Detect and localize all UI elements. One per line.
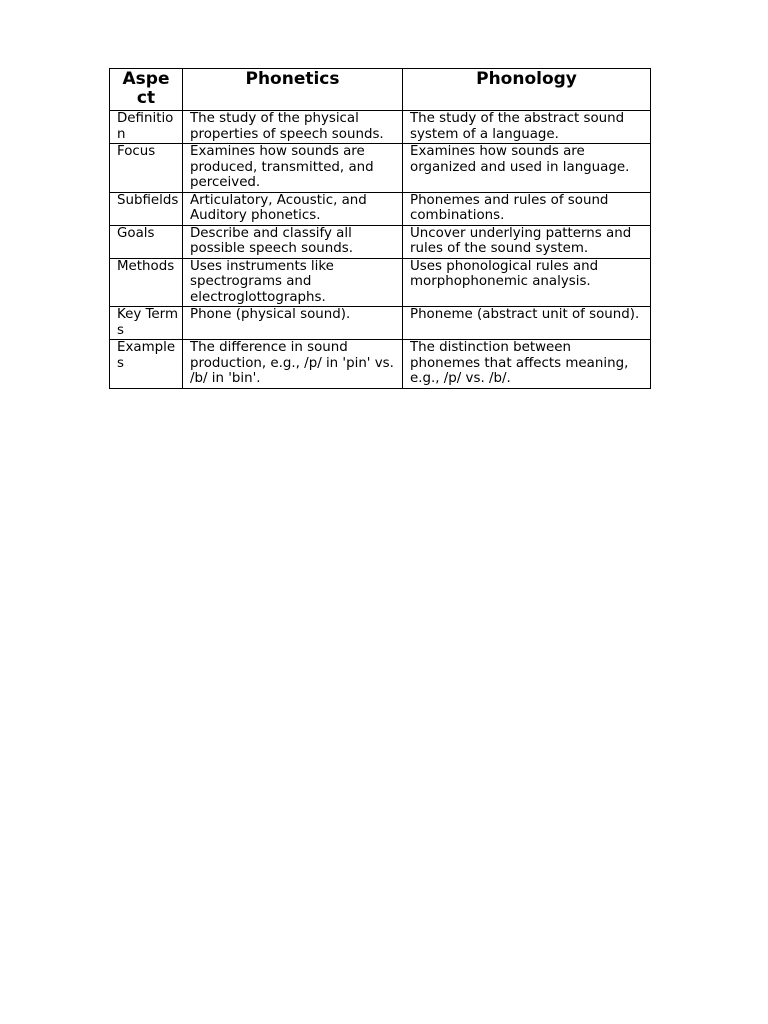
- header-phonetics: Phonetics: [183, 69, 403, 111]
- phonology-cell: The distinction between phonemes that affects meaning, e.g., /p/ vs. /b/.: [403, 340, 651, 389]
- phonology-cell: Phonemes and rules of sound combinations.: [403, 192, 651, 225]
- phonetics-cell: Uses instruments like spectrograms and electroglottographs.: [183, 258, 403, 307]
- aspect-cell: Examples: [110, 340, 183, 389]
- phonology-cell: Uncover underlying patterns and rules of the sound system.: [403, 225, 651, 258]
- table-row: [110, 111, 651, 144]
- aspect-cell: Methods: [110, 258, 183, 307]
- aspect-cell: Goals: [110, 225, 183, 258]
- phonetics-cell: Describe and classify all possible speech sounds.: [183, 225, 403, 258]
- phonology-cell: Examines how sounds are organized and used in language.: [403, 144, 651, 193]
- table-row: [110, 225, 651, 258]
- table-row: [110, 340, 651, 389]
- phonetics-cell: Articulatory, Acoustic, and Auditory phonetics.: [183, 192, 403, 225]
- table-row: [110, 307, 651, 340]
- comparison-table: [109, 68, 651, 389]
- aspect-cell: Subfields: [110, 192, 183, 225]
- phonetics-cell: Phone (physical sound).: [183, 307, 403, 340]
- header-aspect: Aspect: [110, 69, 183, 111]
- aspect-cell: Focus: [110, 144, 183, 193]
- header-phonology: Phonology: [403, 69, 651, 111]
- phonetics-cell: The difference in sound production, e.g., /p/ in 'pin' vs. /b/ in 'bin'.: [183, 340, 403, 389]
- table-row: [110, 192, 651, 225]
- aspect-cell: Key Terms: [110, 307, 183, 340]
- table-header-row: [110, 69, 651, 111]
- table-row: [110, 144, 651, 193]
- phonology-cell: The study of the abstract sound system of a language.: [403, 111, 651, 144]
- phonology-cell: Phoneme (abstract unit of sound).: [403, 307, 651, 340]
- phonetics-cell: Examines how sounds are produced, transmitted, and perceived.: [183, 144, 403, 193]
- aspect-cell: Definition: [110, 111, 183, 144]
- phonetics-cell: The study of the physical properties of speech sounds.: [183, 111, 403, 144]
- phonology-cell: Uses phonological rules and morphophonemic analysis.: [403, 258, 651, 307]
- table-row: [110, 258, 651, 307]
